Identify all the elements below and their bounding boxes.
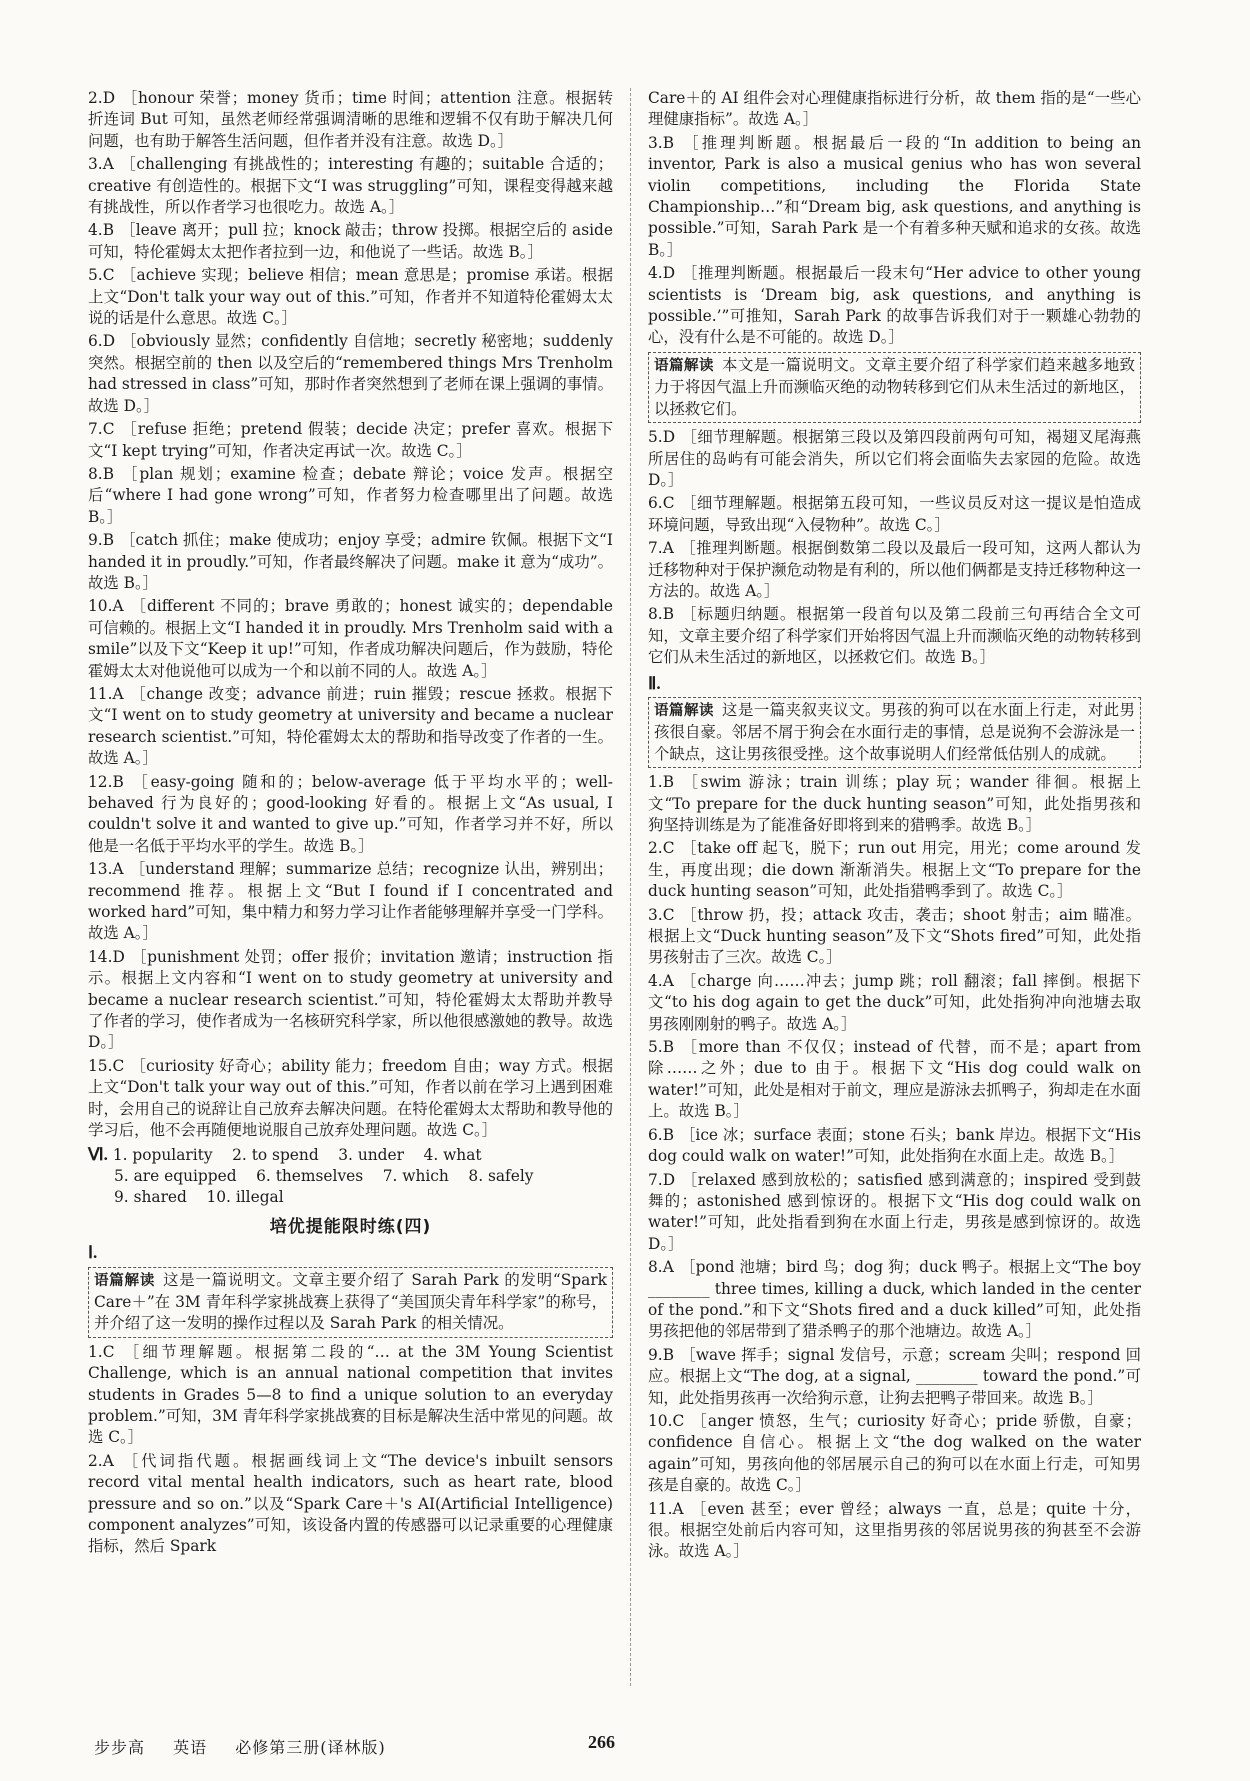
answer-number: 5. bbox=[648, 428, 663, 447]
page-number: 266 bbox=[588, 1732, 615, 1752]
answer-list bbox=[648, 427, 1141, 668]
answer-item bbox=[648, 133, 1141, 261]
left-column bbox=[88, 88, 613, 1560]
answer-letter: B bbox=[112, 772, 124, 791]
answer-continuation: Care＋的 AI 组件会对心理健康指标进行分析，故 them 指的是“一些心理健康指标”。故选 A。］ bbox=[648, 89, 1141, 129]
answer-number: 11. bbox=[88, 684, 113, 703]
answer-explanation: ［achieve 实现；believe 相信；mean 意思是；promise 承诺。根据上文“Don't talk your way out of this.”可知，作者并不知道特伦霍姆太太说的话是什么意思。故选 C。］ bbox=[88, 266, 613, 328]
answer-number: 2. bbox=[88, 1451, 103, 1470]
answer-number: 6. bbox=[648, 494, 663, 513]
passage-analysis-box bbox=[648, 352, 1141, 423]
answer-explanation: ［even 甚至；ever 曾经；always 一直，总是；quite 十分，很。根据空处前后内容可知，这里指男孩的邻居说男孩的狗甚至不会游泳。故选 A。］ bbox=[648, 1499, 1141, 1561]
passage-analysis-label: 语篇解读 bbox=[654, 702, 715, 719]
answer-letter: B bbox=[662, 605, 674, 624]
answer-item bbox=[88, 88, 613, 152]
answer-letter: C bbox=[102, 420, 115, 439]
vi-block bbox=[88, 1144, 613, 1209]
answer-letter: B bbox=[662, 1038, 674, 1057]
answer-explanation: ［refuse 拒绝；pretend 假装；decide 决定；prefer 喜欢。根据下文“I kept trying”可知，作者决定再试一次。故选 C。］ bbox=[88, 420, 613, 460]
answer-letter: C bbox=[662, 839, 675, 858]
passage-analysis-box bbox=[648, 697, 1141, 768]
answer-item bbox=[88, 1342, 613, 1449]
footer-subject: 英语 bbox=[173, 1738, 208, 1757]
section-roman-label: Ⅰ. bbox=[88, 1243, 98, 1263]
answer-explanation: ［ice 冰；surface 表面；stone 石头；bank 岸边。根据下文“His dog could walk on water!”可知，此处指狗在水面上走。故选 B。］ bbox=[648, 1125, 1141, 1166]
answer-item bbox=[88, 1056, 613, 1142]
answer-letter: A bbox=[102, 1451, 114, 1470]
answer-list bbox=[648, 133, 1141, 349]
answer-explanation: ［different 不同的；brave 勇敢的；honest 诚实的；dependable 可信赖的。根据上文“I handed it in proudly. Mrs Trenholm said with a smile”以及下文“Keep it up!”可知，作者成功解决问题后，作为鼓励，特伦霍姆太太对他说他可以成为一个和以前不同的人。故选 A。］ bbox=[88, 597, 613, 680]
answer-number: 2. bbox=[648, 839, 663, 858]
answer-number: 6. bbox=[648, 1125, 663, 1144]
answer-item bbox=[88, 772, 613, 858]
answer-number: 3. bbox=[88, 155, 103, 174]
answer-explanation: ［标题归纳题。根据第一段首句以及第二段前三句再结合全文可知，文章主要介绍了科学家们开始将因气温上升而濒临灭绝的动物转移到它们从未生活过的新地区，以拯救它们。故选 B。］ bbox=[648, 605, 1141, 667]
answer-explanation: ［catch 抓住；make 使成功；enjoy 享受；admire 钦佩。根据下文“I handed it in proudly.”可知，作者最终解决了问题。make it 意为“成功”。故选 B。］ bbox=[88, 531, 613, 592]
answer-item bbox=[88, 1451, 613, 1558]
page-footer bbox=[94, 1735, 408, 1758]
answer-letter: A bbox=[662, 539, 674, 558]
passage-analysis-label: 语篇解读 bbox=[654, 357, 715, 374]
answer-explanation: ［wave 挥手；signal 发信号，示意；scream 尖叫；respond 回应。根据上文“The dog, at a signal, ________ toward the pond.”可知，此处指男孩再一次给狗示意，让狗去把鸭子带回来。故选 B。］ bbox=[648, 1345, 1141, 1407]
answer-letter: D bbox=[662, 1170, 676, 1189]
answer-number: 8. bbox=[648, 1258, 663, 1277]
vi-answers-line: 9. shared 10. illegal bbox=[114, 1188, 284, 1207]
answer-number: 4. bbox=[648, 264, 663, 283]
answer-letter: C bbox=[672, 1411, 685, 1430]
answer-number: 1. bbox=[648, 773, 663, 792]
answer-number: 8. bbox=[88, 464, 103, 483]
answer-letter: B bbox=[662, 773, 674, 792]
answer-explanation: ［leave 离开；pull 拉；knock 敲击；throw 投掷。根据空后的 aside 可知，特伦霍姆太太把作者拉到一边，和他说了一些话。故选 B。］ bbox=[88, 221, 613, 261]
passage-analysis-box bbox=[88, 1267, 613, 1338]
vi-answers-line: 1. popularity 2. to spend 3. under 4. what bbox=[112, 1145, 482, 1164]
answer-number: 10. bbox=[88, 597, 113, 616]
answer-item bbox=[648, 1125, 1141, 1168]
answer-number: 5. bbox=[88, 266, 103, 285]
answer-item bbox=[648, 1499, 1141, 1563]
answer-letter: B bbox=[662, 133, 674, 152]
answer-number: 4. bbox=[88, 221, 103, 240]
answer-explanation: ［推理判断题。根据倒数第二段以及最后一段可知，这两人都认为迁移物种对于保护濒危动物是有利的，所以他们俩都是支持迁移物种这一方法的。故选 A。］ bbox=[648, 539, 1141, 600]
answer-item bbox=[88, 596, 613, 682]
answer-explanation: ［swim 游泳；train 训练；play 玩；wander 徘徊。根据上文“To prepare for the duck hunting season”可知，此处指男孩和狗坚持训练是为了能准备好即将到来的猎鸭季。故选 B。］ bbox=[648, 773, 1141, 834]
answer-item bbox=[648, 905, 1141, 969]
answer-number: 13. bbox=[88, 860, 113, 879]
answer-explanation: ［推理判断题。根据最后一段末句“Her advice to other young scientists is ‘Dream big, ask questions, and anything is possible.’”可推知，Sarah Park 的故事告诉我们对于一颗雄心勃勃的心，没有什么是不可能的。故选 D。］ bbox=[648, 264, 1141, 347]
answer-explanation: ［relaxed 感到放松的；satisfied 感到满意的；inspired 受到鼓舞的；astonished 感到惊讶的。根据下文“His dog could walk on water!”可知，此处指看到狗在水面上行走，男孩是感到惊讶的。故选 D。］ bbox=[648, 1170, 1141, 1253]
answer-number: 3. bbox=[648, 133, 663, 152]
answer-item bbox=[648, 1411, 1141, 1497]
answer-explanation: ［plan 规划；examine 检查；debate 辩论；voice 发声。根据空后“where I had gone wrong”可知，作者努力检查哪里出了问题。故选 B。］ bbox=[88, 464, 613, 526]
answer-list bbox=[88, 88, 613, 1142]
answer-explanation: ［代词指代题。根据画线词上文“The device's inbuilt sensors record vital mental health indicators, such as heart rate, blood pressure and so on.”以及“Spark Care＋'s AI(Artificial Intelligence) component analyzes”可知，该设备内置的传感器可以记录重要的心理健康指标，然后 Spark bbox=[88, 1451, 613, 1556]
answer-explanation: ［understand 理解；summarize 总结；recognize 认出，辨别出；recommend 推荐。根据上文“But I found if I concentrated and worked hard”可知，集中精力和努力学习让作者能够理解并享受一门学科。故选 A。］ bbox=[88, 860, 613, 943]
answer-letter: D bbox=[662, 264, 676, 283]
answer-list bbox=[88, 1342, 613, 1558]
answer-item bbox=[648, 1170, 1141, 1256]
passage-analysis-text: 本文是一篇说明文。文章主要介绍了科学家们趋来越多地致力于将因气温上升而濒临灭绝的动物转移到它们从未生活过的新地区，以拯救它们。 bbox=[654, 355, 1135, 418]
answer-item bbox=[88, 464, 613, 528]
answer-item bbox=[88, 419, 613, 462]
answer-number: 10. bbox=[648, 1411, 673, 1430]
answer-letter: C bbox=[102, 1342, 115, 1361]
answer-item bbox=[648, 1037, 1141, 1123]
answer-item bbox=[88, 530, 613, 594]
answer-number: 9. bbox=[648, 1345, 663, 1364]
answer-number: 9. bbox=[88, 531, 103, 550]
answer-letter: D bbox=[102, 89, 116, 107]
right-column bbox=[648, 88, 1141, 1565]
answer-item bbox=[88, 265, 613, 329]
section-roman-label: Ⅱ. bbox=[648, 673, 661, 693]
section-vi-label: Ⅵ. bbox=[88, 1144, 108, 1164]
answer-item bbox=[88, 154, 613, 218]
answer-explanation: ［honour 荣誉；money 货币；time 时间；attention 注意。根据转折连词 But 可知，虽然老师经常强调清晰的思维和逻辑不仅有助于解决几何问题，也有助于解答生活问题，但作者并没有注意。故选 D。］ bbox=[88, 89, 613, 150]
answer-letter: A bbox=[662, 971, 674, 990]
answer-explanation: ［细节理解题。根据第三段以及第四段前两句可知，褐翅叉尾海燕所居住的岛屿有可能会消失，所以它们将会面临失去家园的危险。故选 D。］ bbox=[648, 428, 1141, 489]
answer-item bbox=[648, 1345, 1141, 1409]
answer-letter: C bbox=[102, 266, 115, 285]
answer-explanation: ［pond 池塘；bird 鸟；dog 狗；duck 鸭子。根据上文“The boy ________ three times, killing a duck, which landed in the center of the pond.”和下文“Shots fired and a duck killed”可知，此处指男孩把他的邻居带到了猎杀鸭子的那个池塘边。故选 A。］ bbox=[648, 1258, 1141, 1341]
answer-item bbox=[88, 859, 613, 945]
answer-item bbox=[648, 1257, 1141, 1343]
answer-explanation: ［more than 不仅仅；instead of 代替，而不是；apart from 除……之外；due to 由于。根据下文“His dog could walk on water!”可知，此处是相对于前文，理应是游泳去抓鸭子，狗却走在水面上。故选 B。］ bbox=[648, 1038, 1141, 1121]
footer-brand: 步步高 bbox=[94, 1738, 146, 1757]
answer-number: 7. bbox=[648, 539, 663, 558]
answer-explanation: ［obviously 显然；confidently 自信地；secretly 秘密地；suddenly 突然。根据空前的 then 以及空后的“remembered things Mrs Trenholm had stressed in class”可知，那时作者突然想到了老师在课上强调的事情。故选 D。］ bbox=[88, 332, 613, 415]
answer-item bbox=[648, 493, 1141, 536]
answer-number: 14. bbox=[88, 947, 113, 966]
answer-letter: B bbox=[662, 1125, 674, 1144]
answer-item bbox=[88, 331, 613, 417]
answer-explanation: ［curiosity 好奇心；ability 能力；freedom 自由；way 方式。根据上文“Don't talk your way out of this.”可知，作者以前在学习上遇到困难时，会用自己的说辞让自己放弃去解决问题。在特伦霍姆太太帮助和教导他的学习后，他不会再随便地说服自己放弃处理问题。故选 C。］ bbox=[88, 1056, 613, 1140]
answer-number: 12. bbox=[88, 772, 113, 791]
answer-letter: D bbox=[662, 428, 676, 447]
answer-number: 11. bbox=[648, 1499, 673, 1518]
answer-explanation: ［challenging 有挑战性的；interesting 有趣的；suitable 合适的；creative 有创造性的。根据下文“I was struggling”可知，课程变得越来越有挑战性，所以作者学习也很吃力。故选 A。］ bbox=[88, 155, 613, 217]
answer-item bbox=[648, 263, 1141, 349]
answer-explanation: ［change 改变；advance 前进；ruin 摧毁；rescue 拯救。根据下文“I went on to study geometry at university and became a nuclear research scientist.”可知，特伦霍姆太太的帮助和指导改变了作者的一生。故选 A。］ bbox=[88, 684, 613, 768]
answer-explanation: ［throw 扔，投；attack 攻击，袭击；shoot 射击；aim 瞄准。根据上文“Duck hunting season”及下文“Shots fired”可知，此处指男孩射击了三次。故选 C。］ bbox=[648, 905, 1141, 967]
answer-letter: C bbox=[662, 494, 675, 513]
answer-letter: A bbox=[112, 684, 124, 703]
footer-book: 必修第三册(译林版) bbox=[235, 1738, 386, 1757]
answer-letter: A bbox=[112, 597, 124, 616]
answer-explanation: ［推理判断题。根据最后一段的“In addition to being an inventor, Park is also a musical genius who has won several violin competitions, including the Florida State Championship…”和“Dream big, ask questions, and anything is possible.”可知，Sarah Park 是一个有着多种天赋和追求的女孩。故选 B。］ bbox=[648, 133, 1141, 259]
answer-explanation: ［punishment 处罚；offer 报价；invitation 邀请；instruction 指示。根据上文内容和“I went on to study geometry at university and became a nuclear research scientist.”可知，特伦霍姆太太帮助并教导了作者的学习，使作者成为一名核研究科学家，所以他很感激她的教导。故选 D。］ bbox=[88, 947, 613, 1052]
passage-analysis-label: 语篇解读 bbox=[94, 1272, 156, 1289]
answer-item bbox=[648, 538, 1141, 602]
answer-letter: C bbox=[662, 905, 675, 924]
answer-letter: B bbox=[102, 221, 114, 240]
answer-number: 5. bbox=[648, 1038, 663, 1057]
section-title: 培优提能限时练(四) bbox=[269, 1216, 432, 1237]
answer-number: 8. bbox=[648, 605, 663, 624]
answer-item bbox=[648, 838, 1141, 902]
answer-item bbox=[648, 971, 1141, 1035]
answer-list bbox=[648, 772, 1141, 1563]
answer-letter: A bbox=[112, 860, 124, 879]
answer-letter: B bbox=[102, 464, 114, 483]
passage-analysis-text: 这是一篇夹叙夹议文。男孩的狗可以在水面上行走，对此男孩很自豪。邻居不屑于狗会在水面行走的事情，总是说狗不会游泳是一个缺点，这让男孩很受挫。这个故事说明人们经常低估别人的成就。 bbox=[654, 700, 1135, 763]
answer-explanation: ［细节理解题。根据第五段可知，一些议员反对这一提议是怕造成环境问题，导致出现“入侵物种”。故选 C。］ bbox=[648, 494, 1141, 534]
passage-analysis-text: 这是一篇说明文。文章主要介绍了 Sarah Park 的发明“Spark Care＋”在 3M 青年科学家挑战赛上获得了“美国顶尖青年科学家”的称号，并介绍了这一发明的操作过程以及 Sarah Park 的相关情况。 bbox=[94, 1270, 607, 1333]
answer-number: 15. bbox=[88, 1056, 113, 1075]
answer-letter: D bbox=[112, 947, 125, 966]
answer-explanation: ［take off 起飞，脱下；run out 用完，用光；come around 发生，再度出现；die down 渐渐消失。根据上文“To prepare for the duck hunting season”可知，此处指猎鸭季到了。故选 C。］ bbox=[648, 839, 1141, 901]
answer-letter: A bbox=[102, 155, 114, 174]
answer-explanation: ［easy-going 随和的；below-average 低于平均水平的；well-behaved 行为良好的；good-looking 好看的。根据上文“As usual, I couldn't solve it and wanted to give up.”可知，作者学习并不好，所以他是一名低于平均水平的学生。故选 B。］ bbox=[88, 772, 613, 855]
answer-number: 7. bbox=[88, 420, 103, 439]
answer-number: 6. bbox=[88, 332, 103, 351]
vi-answers-line: 5. are equipped 6. themselves 7. which 8. safely bbox=[114, 1166, 534, 1185]
column-divider bbox=[630, 88, 631, 1686]
answer-number: 7. bbox=[648, 1170, 663, 1189]
answer-explanation: ［anger 愤怒，生气；curiosity 好奇心；pride 骄傲，自豪；confidence 自信心。根据上文“the dog walked on the water again”可知，男孩向他的邻居展示自己的狗可以在水面上行走，可知男孩是自豪的。故选 C。］ bbox=[648, 1411, 1141, 1495]
answer-item bbox=[648, 604, 1141, 668]
answer-letter: B bbox=[102, 531, 114, 550]
answer-explanation: ［charge 向……冲去；jump 跳；roll 翻滚；fall 摔倒。根据下文“to his dog again to get the duck”可知，此处指狗冲向池塘去取男孩刚刚射的鸭子。故选 A。］ bbox=[648, 971, 1141, 1033]
answer-explanation: ［细节理解题。根据第二段的“… at the 3M Young Scientist Challenge, which is an annual national competition that invites students in Grades 5—8 to find a unique solution to an everyday problem.”可知，3M 青年科学家挑战赛的目标是解决生活中常见的问题。故选 C。］ bbox=[88, 1342, 613, 1447]
answer-number: 4. bbox=[648, 971, 663, 990]
answer-letter: A bbox=[672, 1499, 684, 1518]
answer-item bbox=[88, 947, 613, 1054]
answer-item bbox=[648, 772, 1141, 836]
answer-item bbox=[88, 684, 613, 770]
answer-letter: D bbox=[102, 332, 116, 351]
answer-letter: A bbox=[662, 1258, 674, 1277]
answer-item bbox=[648, 427, 1141, 491]
answer-number: 2. bbox=[88, 89, 103, 107]
answer-letter: B bbox=[662, 1345, 674, 1364]
answer-item bbox=[88, 220, 613, 263]
answer-letter: C bbox=[112, 1056, 125, 1075]
answer-number: 1. bbox=[88, 1342, 103, 1361]
answer-number: 3. bbox=[648, 905, 663, 924]
